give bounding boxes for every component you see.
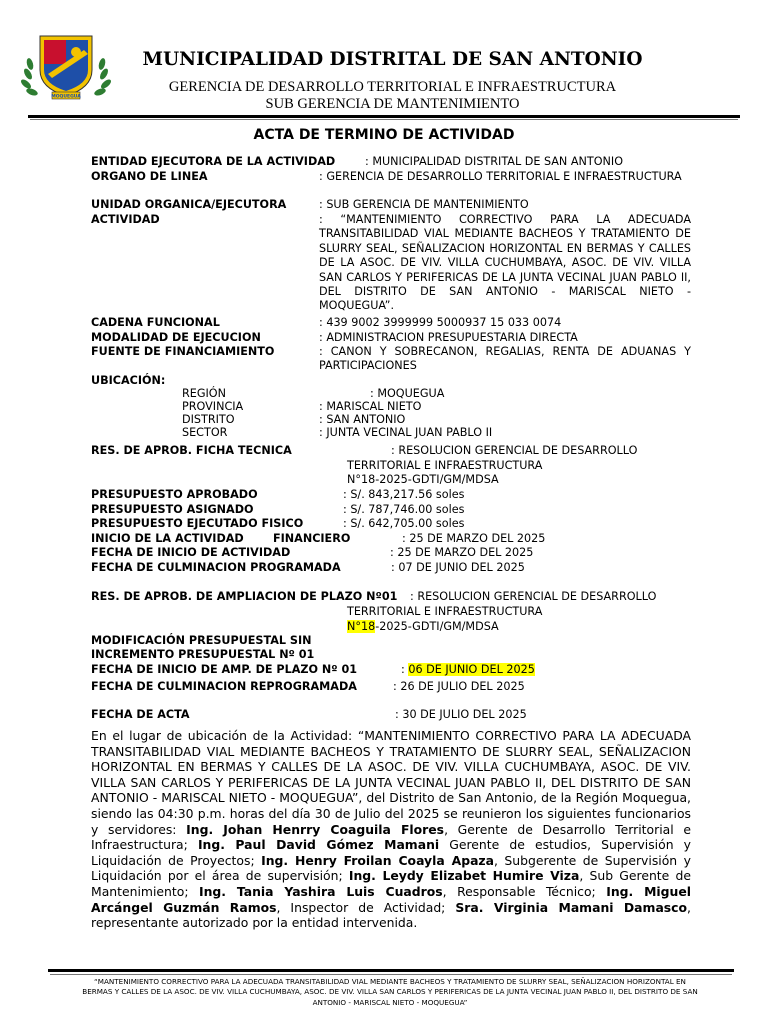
region-label: REGIÓN [182,387,226,400]
fecha-amp-colon: : [401,663,405,676]
municipality-title: MUNICIPALIDAD DISTRITAL DE SAN ANTONIO [142,49,643,70]
fecha-amp-value: 06 DE JUNIO DEL 2025 [408,663,535,676]
participant-name: Ing. Tania Yashira Luis Cuadros [199,883,443,899]
ubicacion-label: UBICACIÓN: [91,374,166,387]
logo-word: MOQUEGUA [51,94,81,100]
fecha-amp-value-wrap [401,663,535,677]
modificacion-line1: MODIFICACIÓN PRESUPUESTAL SIN [91,634,312,647]
presupuesto-asignado-label: PRESUPUESTO ASIGNADO [91,503,254,516]
sub-management-subtitle: SUB GERENCIA DE MANTENIMIENTO [265,96,520,112]
participant-role: , Subgerente de Supervisión y Liquidación por el área de supervisión; [91,852,691,884]
presupuesto-ejecutado-label: PRESUPUESTO EJECUTADO FISICO [91,517,304,530]
presupuesto-aprobado-value: : S/. 843,217.56 soles [343,488,465,501]
ampliacion-number-rest: -2025-GDTI/GM/MDSA [375,620,499,633]
sector-label: SECTOR [182,426,228,439]
reprogramada-value: : 26 DE JULIO DEL 2025 [393,680,525,693]
header-rule [28,115,740,118]
acta-paragraph [91,728,691,931]
document-header [0,0,768,124]
footer-rule-thin [50,974,732,975]
culminacion-value: : 07 DE JUNIO DEL 2025 [391,561,525,574]
provincia-value: : MARISCAL NIETO [319,400,422,413]
ficha-line1: : RESOLUCION GERENCIAL DE DESARROLLO [391,444,638,457]
fuente-value: : CANON Y SOBRECANON, REGALIAS, RENTA DE ADUANAS Y PARTICIPACIONES [319,345,691,373]
participant-name: Ing. Johan Henrry Coaguila Flores [186,821,445,837]
reprogramada-label: FECHA DE CULMINACION REPROGRAMADA [91,680,357,693]
paragraph-intro: En el lugar de ubicación de la Actividad: “MANTENIMIENTO CORRECTIVO PARA LA ADECUADA TRANSITABILIDAD VIAL MEDIANTE BACHEOS Y TRATAMIENTO DE SLURRY SEAL, SEÑALIZACION HORIZONTAL EN BERMAS Y CALLES DE LA ASOC. DE VIV. VILLA CUCHUMBAYA, ASOC. DE VIV. VILLA SAN CARLOS Y PERIFERICAS DE LA JUNTA VECINAL JUAN PABLO II, DEL DISTRITO DE SAN ANTONIO - MARISCAL NIETO - MOQUEGUA”, del Distrito de San Antonio, de la Región Moquegua, siendo las 04:30 p.m. horas del día 30 de Julio del 2025 se reunieron los siguientes funcionarios y servidores: [91,728,691,837]
actividad-value: : “MANTENIMIENTO CORRECTIVO PARA LA ADECUADA TRANSITABILIDAD VIAL MEDIANTE BACHEOS Y TRATAMIENTO DE SLURRY SEAL, SEÑALIZACION HORIZONTAL EN BERMAS Y CALLES DE LA ASOC. DE VIV. VILLA CUCHUMBAYA, ASOC. DE VIV. VILLA SAN CARLOS Y PERIFERICAS DE LA JUNTA VECINAL JUAN PABLO II, DEL DISTRITO DE SAN ANTONIO - MARISCAL NIETO - MOQUEGUA”. [319,213,691,313]
fecha-acta-value: : 30 DE JULIO DEL 2025 [395,708,527,721]
ampliacion-line2: TERRITORIAL E INFRAESTRUCTURA [347,605,543,618]
organo-label: ORGANO DE LINEA [91,170,208,183]
inicio-financiero-label: FINANCIERO [273,532,351,545]
modalidad-label: MODALIDAD DE EJECUCION [91,331,261,344]
document-title: ACTA DE TERMINO DE ACTIVIDAD [253,127,515,143]
entidad-value: : MUNICIPALIDAD DISTRITAL DE SAN ANTONIO [365,155,623,168]
region-value: : MOQUEGUA [370,387,445,400]
actividad-label: ACTIVIDAD [91,213,160,226]
organo-value: : GERENCIA DE DESARROLLO TERRITORIAL E INFRAESTRUCTURA [319,170,682,183]
inicio-actividad-value: : 25 DE MARZO DEL 2025 [402,532,546,545]
provincia-label: PROVINCIA [182,400,244,413]
presupuesto-aprobado-label: PRESUPUESTO APROBADO [91,488,258,501]
ficha-line2: TERRITORIAL E INFRAESTRUCTURA [347,459,543,472]
participant-role: , representante autorizado por la entidad intervenida. [91,899,691,931]
participant-name: Sra. Virginia Mamani Damasco [455,899,688,915]
cadena-value: : 439 9002 3999999 5000937 15 033 0074 [319,316,562,329]
unidad-value: : SUB GERENCIA DE MANTENIMIENTO [319,198,529,211]
fuente-label: FUENTE DE FINANCIAMIENTO [91,345,275,358]
participant-role: , Sub Gerente de Mantenimiento; [91,868,691,899]
ampliacion-label: RES. DE APROB. DE AMPLIACION DE PLAZO Nº01 [91,590,398,603]
entidad-label: ENTIDAD EJECUTORA DE LA ACTIVIDAD [91,155,336,168]
participant-role: Gerente de estudios, Supervisión y Liquidación de Proyectos; [91,837,691,868]
inicio-actividad-label: INICIO DE LA ACTIVIDAD [91,532,244,545]
fecha-inicio-value: : 25 DE MARZO DEL 2025 [390,546,534,559]
participant-role: , Inspector de Actividad; [276,899,456,915]
sector-value: : JUNTA VECINAL JUAN PABLO II [319,426,493,439]
management-subtitle: GERENCIA DE DESARROLLO TERRITORIAL E INFRAESTRUCTURA [168,79,617,95]
ampliacion-number-highlight: N°18 [347,620,376,633]
modificacion-line2: INCREMENTO PRESUPUESTAL Nº 01 [91,648,315,661]
header-rule-thin [30,119,738,120]
participant-name: Ing. Henry Froilan Coayla Apaza [261,852,494,868]
modalidad-value: : ADMINISTRACION PRESUPUESTARIA DIRECTA [319,331,578,344]
participant-name: Ing. Miguel Arcángel Guzmán Ramos [91,883,691,915]
distrito-label: DISTRITO [182,413,235,426]
fecha-amp-label: FECHA DE INICIO DE AMP. DE PLAZO Nº 01 [91,663,358,676]
culminacion-label: FECHA DE CULMINACION PROGRAMADA [91,561,341,574]
cadena-label: CADENA FUNCIONAL [91,316,220,329]
participant-role: , Responsable Técnico; [442,883,607,899]
municipal-crest-logo [18,30,114,102]
presupuesto-ejecutado-value: : S/. 642,705.00 soles [343,517,465,530]
ampliacion-line3 [347,620,499,634]
fecha-inicio-label: FECHA DE INICIO DE ACTIVIDAD [91,546,291,559]
footer-rule [48,969,734,972]
ampliacion-line1: : RESOLUCION GERENCIAL DE DESARROLLO [410,590,657,603]
ficha-line3: N°18-2025-GDTI/GM/MDSA [347,473,499,486]
fecha-acta-label: FECHA DE ACTA [91,708,190,721]
participant-role: , Gerente de Desarrollo Territorial e Infraestructura; [91,821,691,853]
participant-name: Ing. Paul David Gómez Mamani [197,837,440,853]
footer-text: “MANTENIMIENTO CORRECTIVO PARA LA ADECUADA TRANSITABILIDAD VIAL MEDIANTE BACHEOS Y TRATAMIENTO DE SLURRY SEAL, SEÑALIZACION HORIZONTAL EN BERMAS Y CALLES DE LA ASOC. DE VIV. VILLA CUCHUMBAYA, ASOC. DE VIV. VILLA SAN CARLOS Y PERIFERICAS DE LA JUNTA VECINAL JUAN PABLO II, DEL DISTRITO DE SAN ANTONIO - MARISCAL NIETO - MOQUEGUA” [82,977,698,1007]
presupuesto-asignado-value: : S/. 787,746.00 soles [343,503,465,516]
distrito-value: : SAN ANTONIO [319,413,406,426]
ficha-label: RES. DE APROB. FICHA TECNICA [91,444,292,457]
participant-name: Ing. Leydy Elizabet Humire Viza [348,868,580,884]
unidad-label: UNIDAD ORGANICA/EJECUTORA [91,198,287,211]
